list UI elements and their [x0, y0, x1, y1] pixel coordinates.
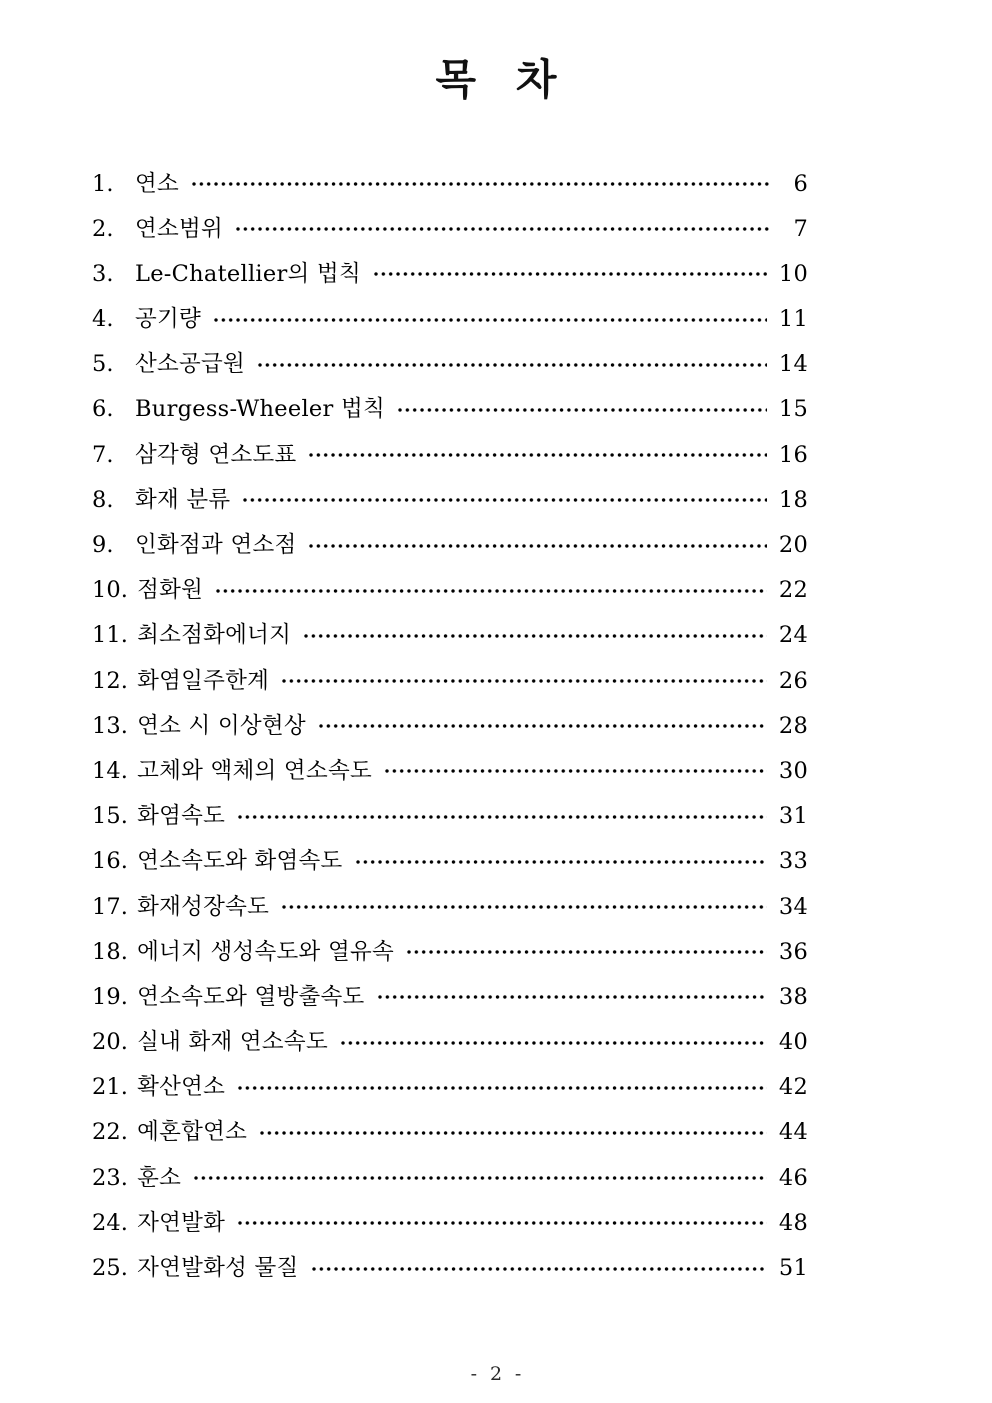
toc-entry-number: 23.	[92, 1164, 129, 1191]
toc-entry-number: 8.	[92, 486, 114, 513]
toc-dot-leader	[407, 936, 767, 959]
toc-dot-leader	[238, 1072, 767, 1095]
toc-entry-number: 6.	[92, 396, 114, 423]
toc-dot-leader	[309, 439, 766, 462]
toc-dot-leader	[282, 665, 767, 688]
toc-entry-label: Burgess-Wheeler 법칙	[135, 396, 385, 423]
toc-entry-label: 산소공급원	[135, 351, 246, 378]
toc-entry-label: 연소속도와 열방출속도	[137, 983, 365, 1010]
toc-entry-page-number: 46	[778, 1164, 808, 1191]
toc-entry-label: 자연발화	[137, 1209, 226, 1236]
toc-entry[interactable]	[92, 213, 808, 258]
toc-entry-page-number: 14	[778, 351, 808, 378]
toc-entry-number: 20.	[92, 1029, 129, 1056]
toc-entry-label: 삼각형 연소도표	[135, 441, 297, 468]
toc-dot-leader	[385, 755, 767, 778]
toc-entry-page-number: 44	[778, 1119, 808, 1146]
toc-entry[interactable]	[92, 1207, 808, 1252]
toc-dot-leader	[304, 620, 767, 643]
toc-entry-page-number: 36	[778, 938, 808, 965]
toc-dot-leader	[319, 710, 767, 733]
toc-entry-number: 14.	[92, 757, 129, 784]
toc-entry-number: 11.	[92, 622, 129, 649]
toc-dot-leader	[309, 530, 766, 553]
toc-entry[interactable]	[92, 394, 808, 439]
toc-dot-leader	[236, 213, 770, 236]
toc-dot-leader	[258, 349, 767, 372]
toc-entry[interactable]	[92, 936, 808, 981]
toc-entry-label: 연소속도와 화염속도	[137, 848, 343, 875]
toc-dot-leader	[243, 484, 766, 507]
page-title: 목 차	[435, 55, 570, 104]
toc-entry[interactable]	[92, 349, 808, 394]
toc-dot-leader	[238, 801, 767, 824]
toc-entry[interactable]	[92, 891, 808, 936]
toc-entry-label: 훈소	[137, 1164, 182, 1191]
toc-entry-number: 9.	[92, 532, 114, 558]
toc-entry[interactable]	[92, 1117, 808, 1162]
toc-entry-page-number: 10	[778, 260, 808, 287]
toc-entry-page-number: 42	[778, 1074, 808, 1101]
toc-entry-number: 24.	[92, 1209, 129, 1236]
toc-dot-leader	[282, 891, 767, 914]
toc-entry[interactable]	[92, 530, 808, 575]
toc-dot-leader	[216, 575, 767, 598]
toc-entry-number: 13.	[92, 712, 129, 739]
toc-entry-label: 공기량	[135, 306, 202, 333]
toc-entry-number: 3.	[92, 260, 114, 287]
toc-entry[interactable]	[92, 755, 808, 800]
toc-entry-label: 연소범위	[135, 215, 224, 242]
table-of-contents-list	[92, 168, 808, 1298]
toc-entry-label: 점화원	[137, 577, 204, 604]
toc-entry-label: 화재 분류	[135, 486, 231, 513]
toc-entry[interactable]	[92, 484, 808, 529]
toc-dot-leader	[312, 1253, 767, 1276]
toc-entry[interactable]	[92, 710, 808, 755]
toc-entry-page-number: 40	[778, 1029, 808, 1056]
toc-entry-label: 화재성장속도	[137, 893, 270, 920]
toc-entry-page-number: 20	[778, 532, 808, 558]
toc-entry-label: 화염일주한계	[137, 667, 270, 694]
toc-entry[interactable]	[92, 846, 808, 891]
toc-entry-label: 고체와 액체의 연소속도	[137, 757, 372, 784]
toc-dot-leader	[341, 1027, 767, 1050]
toc-dot-leader	[356, 846, 767, 869]
toc-entry-page-number: 24	[778, 622, 808, 649]
toc-entry-page-number: 6	[793, 170, 808, 197]
toc-entry-number: 4.	[92, 306, 114, 333]
toc-entry-number: 19.	[92, 983, 129, 1010]
toc-entry-page-number: 18	[778, 486, 808, 513]
toc-entry[interactable]	[92, 304, 808, 349]
toc-entry-page-number: 38	[778, 983, 808, 1010]
toc-entry[interactable]	[92, 575, 808, 620]
toc-dot-leader	[260, 1117, 767, 1140]
toc-entry[interactable]	[92, 258, 808, 303]
toc-entry-page-number: 26	[778, 667, 808, 694]
toc-entry-page-number: 16	[778, 441, 808, 468]
toc-dot-leader	[194, 1162, 767, 1185]
toc-entry[interactable]	[92, 1027, 808, 1072]
toc-entry-number: 16.	[92, 848, 129, 875]
toc-entry[interactable]	[92, 620, 808, 665]
toc-entry-number: 12.	[92, 667, 129, 694]
toc-entry[interactable]	[92, 1162, 808, 1207]
page-number-footer: - 2 -	[470, 1363, 525, 1385]
toc-entry-page-number: 34	[778, 893, 808, 920]
toc-entry-number: 10.	[92, 577, 129, 604]
toc-entry-number: 1.	[92, 170, 114, 197]
toc-entry-page-number: 11	[778, 306, 808, 333]
toc-entry-number: 17.	[92, 893, 129, 920]
toc-dot-leader	[398, 394, 767, 417]
toc-entry[interactable]	[92, 1072, 808, 1117]
toc-entry-number: 15.	[92, 803, 129, 830]
toc-entry[interactable]	[92, 439, 808, 484]
toc-entry-label: 인화점과 연소점	[135, 532, 297, 558]
toc-entry-number: 7.	[92, 441, 114, 468]
toc-entry-page-number: 51	[778, 1255, 808, 1281]
toc-entry[interactable]	[92, 981, 808, 1026]
toc-dot-leader	[214, 304, 767, 327]
toc-entry[interactable]	[92, 801, 808, 846]
toc-entry[interactable]	[92, 168, 808, 213]
toc-entry-page-number: 33	[778, 848, 808, 875]
toc-dot-leader	[192, 168, 770, 191]
toc-entry-label: Le-Chatellier의 법칙	[135, 260, 361, 287]
toc-entry-label: 에너지 생성속도와 열유속	[137, 938, 394, 965]
toc-entry[interactable]	[92, 665, 808, 710]
toc-entry-label: 연소	[135, 170, 180, 197]
toc-entry-number: 18.	[92, 938, 129, 965]
toc-entry-page-number: 30	[778, 757, 808, 784]
toc-entry-label: 화염속도	[137, 803, 226, 830]
toc-entry-number: 25.	[92, 1255, 129, 1281]
toc-entry-label: 확산연소	[137, 1074, 226, 1101]
toc-entry-label: 예혼합연소	[137, 1119, 248, 1146]
toc-entry-page-number: 7	[793, 215, 808, 242]
toc-entry-page-number: 48	[778, 1209, 808, 1236]
toc-entry-number: 5.	[92, 351, 114, 378]
toc-dot-leader	[374, 258, 767, 281]
toc-entry[interactable]	[92, 1253, 808, 1298]
toc-entry-page-number: 15	[778, 396, 808, 423]
toc-entry-page-number: 31	[778, 803, 808, 830]
toc-entry-page-number: 28	[778, 712, 808, 739]
toc-entry-label: 최소점화에너지	[137, 622, 292, 649]
toc-entry-number: 2.	[92, 215, 114, 242]
toc-entry-label: 연소 시 이상현상	[137, 712, 306, 739]
toc-dot-leader	[378, 981, 767, 1004]
toc-entry-number: 21.	[92, 1074, 129, 1101]
toc-entry-label: 실내 화재 연소속도	[137, 1029, 328, 1056]
toc-dot-leader	[238, 1207, 767, 1230]
toc-entry-page-number: 22	[778, 577, 808, 604]
toc-entry-number: 22.	[92, 1119, 129, 1146]
toc-entry-label: 자연발화성 물질	[137, 1255, 299, 1281]
